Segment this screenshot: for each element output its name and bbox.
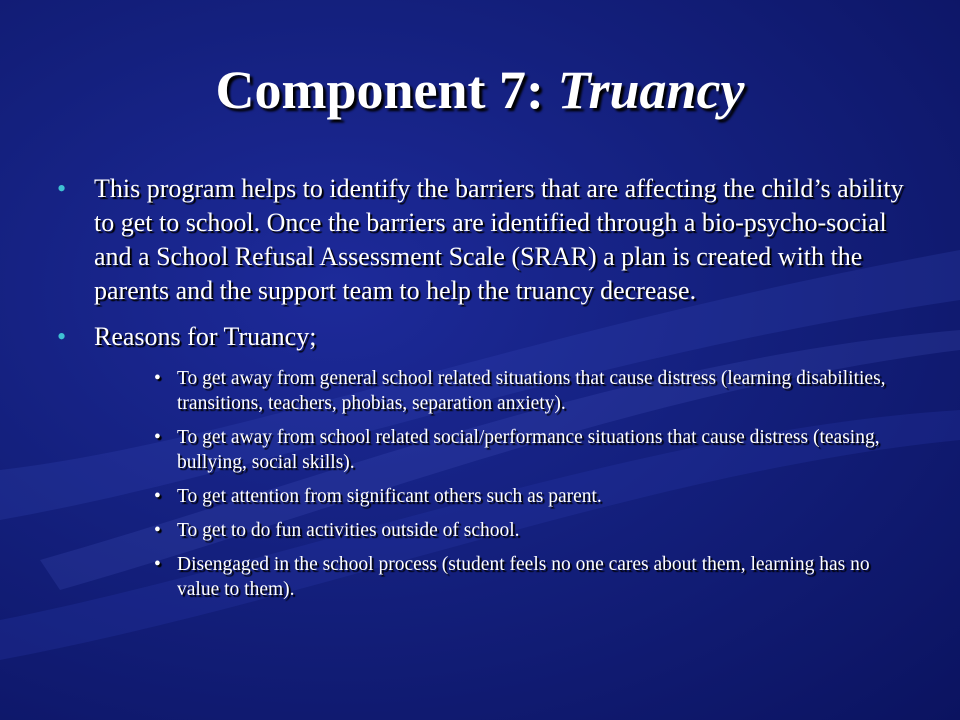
sub-bullet-icon: • <box>154 427 161 448</box>
sub-bullet-text: To get attention from significant others such as parent. <box>177 486 602 507</box>
title-italic: Truancy <box>557 60 745 120</box>
sub-bullet-text: Disengaged in the school process (student feels no one cares about them, learning has no value to them). <box>177 554 870 600</box>
sub-bullet-text: To get to do fun activities outside of school. <box>177 520 520 541</box>
sub-bullet-point <box>154 484 907 509</box>
title-plain: Component 7: <box>215 60 558 120</box>
slide-title <box>0 58 960 122</box>
sub-bullet-icon: • <box>154 486 161 507</box>
bullet-point <box>57 172 907 308</box>
slide-body <box>57 172 907 611</box>
bullet-point <box>57 320 907 354</box>
sub-bullet-text: To get away from general school related situations that cause distress (learning disabilities, transitions, teachers, phobias, separation anxiety). <box>177 368 886 414</box>
bullet-icon: • <box>57 322 67 351</box>
sub-bullet-point <box>154 366 907 416</box>
sub-bullet-icon: • <box>154 554 161 575</box>
sub-bullet-point <box>154 552 907 602</box>
reasons-list <box>154 366 907 602</box>
sub-bullet-point <box>154 425 907 475</box>
bullet-text: This program helps to identify the barriers that are affecting the child’s ability to get to school. Once the barriers are identified through a bio-psycho-social and a School Refusal Assessment Scale (SRAR) a plan is created with the parents and the support team to help the truancy decrease. <box>94 174 904 305</box>
sub-bullet-icon: • <box>154 520 161 541</box>
bullet-text: Reasons for Truancy; <box>94 322 317 351</box>
sub-bullet-point <box>154 518 907 543</box>
sub-bullet-icon: • <box>154 368 161 389</box>
sub-bullet-text: To get away from school related social/performance situations that cause distress (teasing, bullying, social skills). <box>177 427 880 473</box>
bullet-icon: • <box>57 174 67 203</box>
